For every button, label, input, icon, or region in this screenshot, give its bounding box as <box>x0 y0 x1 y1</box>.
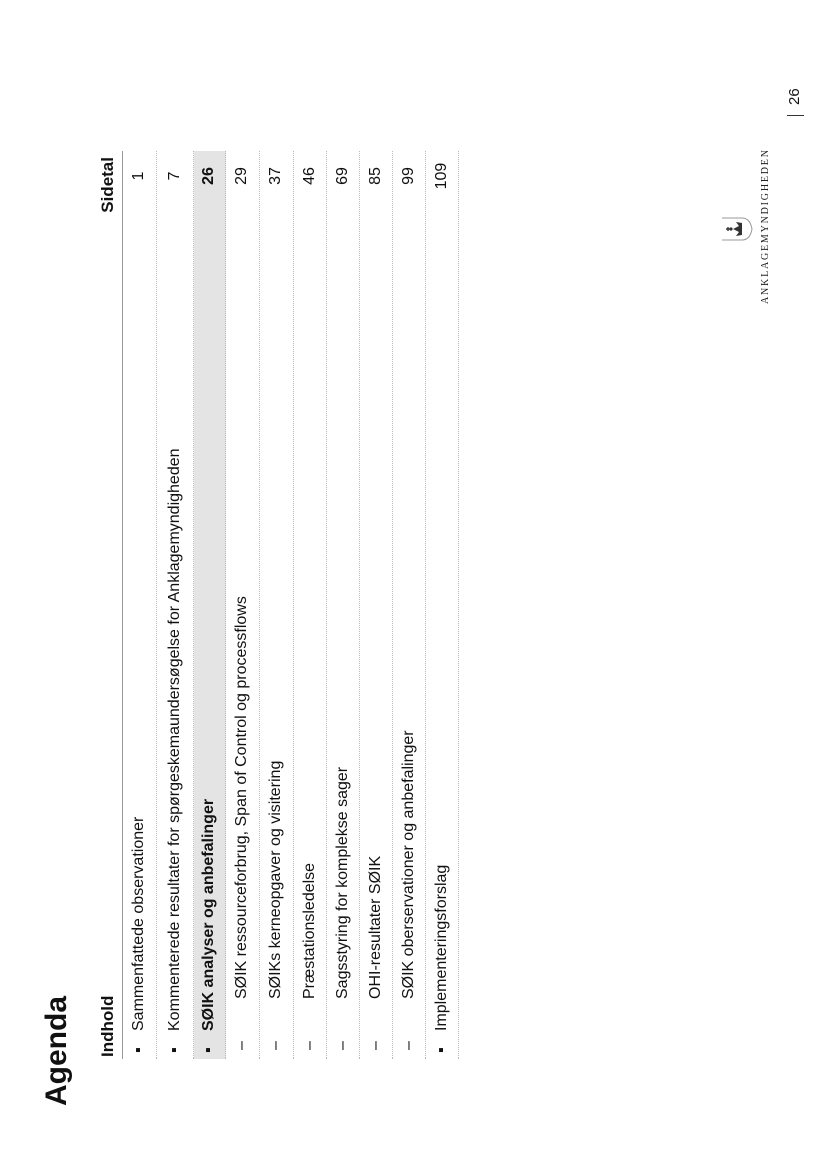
dash-marker: – <box>267 1041 284 1050</box>
row-page: 37 <box>267 167 284 185</box>
dash-marker: – <box>301 1041 318 1050</box>
bullet-marker: ▪ <box>166 1047 183 1053</box>
row-page: 29 <box>233 167 250 185</box>
bullet-marker: ▪ <box>200 1047 217 1053</box>
row-page: 99 <box>400 167 417 185</box>
agenda-table <box>82 151 459 1059</box>
row-page: 46 <box>301 167 318 185</box>
footer-page-number: 26 <box>786 88 803 105</box>
row-page: 69 <box>334 167 351 185</box>
dash-marker: – <box>233 1041 250 1050</box>
crown-icon <box>720 214 754 244</box>
row-label: SØIK analyser og anbefalinger <box>200 798 217 1031</box>
row-label: Kommenterede resultater for spørgeskemaundersøgelse for Anklagemyndigheden <box>166 448 183 1031</box>
row-label: Implementeringsforslag <box>433 864 450 1031</box>
row-label: Sammenfattede observationer <box>130 816 147 1031</box>
row-label: SØIK oberservationer og anbefalinger <box>400 730 417 999</box>
row-label: Sagsstyring for komplekse sager <box>334 766 351 999</box>
row-label: Præstationsledelse <box>301 862 318 999</box>
table-header <box>82 151 123 1059</box>
dash-marker: – <box>400 1041 417 1050</box>
footer-logo <box>760 148 810 304</box>
table-row <box>260 151 294 1059</box>
row-page: 1 <box>130 171 147 181</box>
page-title: Agenda <box>40 995 73 1106</box>
row-page: 85 <box>367 167 384 185</box>
row-label: SØIK ressourceforbrug, Span of Control og processflows <box>233 596 250 999</box>
table-row <box>393 151 426 1059</box>
header-page-number: Sidetal <box>98 157 117 213</box>
dash-marker: – <box>367 1041 384 1050</box>
table-row <box>226 151 260 1059</box>
bullet-marker: ▪ <box>130 1047 147 1053</box>
table-row <box>426 151 459 1059</box>
dash-marker: – <box>334 1041 351 1050</box>
row-page: 7 <box>166 171 183 181</box>
table-row <box>360 151 393 1059</box>
bullet-marker: ▪ <box>433 1047 450 1053</box>
table-row <box>294 151 327 1059</box>
row-label: SØIKs kerneopgaver og visitering <box>267 760 284 999</box>
table-row <box>123 151 157 1059</box>
brand-name: ANKLAGEMYNDIGHEDEN <box>760 148 771 304</box>
table-row <box>157 151 194 1059</box>
table-row <box>327 151 360 1059</box>
table-row-highlighted <box>194 151 226 1059</box>
row-page: 109 <box>433 162 450 190</box>
row-label: OHI-resultater SØIK <box>367 855 384 999</box>
row-page: 26 <box>200 167 217 185</box>
header-contents: Indhold <box>98 995 117 1057</box>
footer-divider <box>787 115 804 116</box>
